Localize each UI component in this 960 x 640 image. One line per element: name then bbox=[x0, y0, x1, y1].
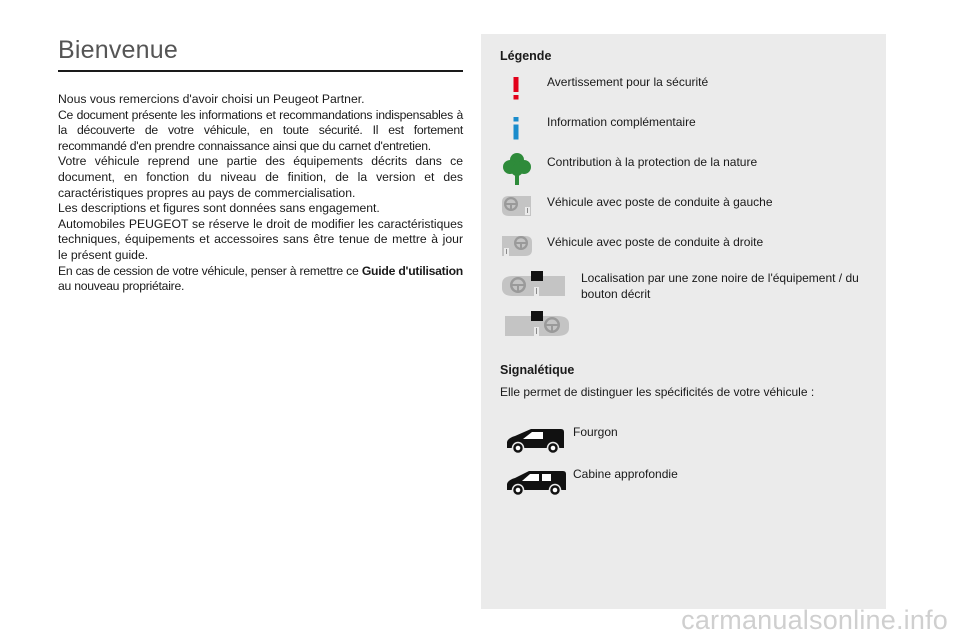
dashboard-location-icon bbox=[501, 310, 571, 340]
tree-icon bbox=[503, 152, 531, 186]
legend-item-label: Information complémentaire bbox=[547, 115, 696, 129]
intro-paragraph: Votre véhicule reprend une partie des équipements décrits dans ce document, en fonction du niveau de finition, de la version et des caractéristiques propres au pays de commercialisation. bbox=[58, 154, 463, 200]
legend-item-nature bbox=[481, 152, 886, 188]
page-title: Bienvenue bbox=[58, 36, 178, 64]
legend-item-left-hand-drive bbox=[481, 194, 886, 230]
right-hand-drive-icon bbox=[501, 234, 533, 260]
handover-text: En cas de cession de votre véhicule, penser à remettre ce bbox=[58, 263, 362, 278]
vehicle-item-label: Cabine approfondie bbox=[573, 467, 678, 481]
vehicle-item-label: Fourgon bbox=[573, 425, 618, 439]
van-icon bbox=[505, 426, 567, 456]
signaletique-title: Signalétique bbox=[500, 363, 575, 377]
legend-item-label: Avertissement pour la sécurité bbox=[547, 75, 709, 89]
intro-paragraph: Nous vous remercions d'avoir choisi un Peugeot Partner. bbox=[58, 92, 365, 106]
legend-item-label: Contribution à la protection de la nature bbox=[547, 155, 758, 169]
crew-cab-van-icon bbox=[505, 468, 567, 498]
legend-item-info bbox=[481, 114, 886, 150]
guide-name: Guide d'utilisation bbox=[361, 263, 463, 278]
intro-paragraph: Ce document présente les informations et recommandations indispensables à la découverte de votre véhicule, en toute sécurité. Il est fortement recommandé d'en prendre connaissance ainsi que du carnet d'entretien. bbox=[58, 107, 463, 153]
handover-text-end: au nouveau propriétaire. bbox=[58, 279, 185, 294]
intro-text bbox=[58, 92, 463, 295]
info-icon bbox=[511, 116, 521, 140]
legend-item-label: Localisation par une zone noire de l'équipement / du bouton décrit bbox=[581, 271, 859, 301]
legend-item-warning bbox=[481, 74, 886, 110]
vehicle-item-van bbox=[481, 424, 886, 460]
intro-paragraph: Les descriptions et figures sont données sans engagement. bbox=[58, 201, 380, 216]
dashboard-location-icon bbox=[501, 270, 571, 300]
exclamation-icon bbox=[511, 76, 521, 100]
signaletique-description: Elle permet de distinguer les spécificités de votre véhicule : bbox=[500, 385, 815, 399]
title-divider bbox=[58, 70, 463, 72]
intro-paragraph: Automobiles PEUGEOT se réserve le droit de modifier les caractéristiques techniques, équipements et accessoires sans être tenue de mettre à jour le présent guide. bbox=[58, 216, 463, 262]
intro-paragraph-handover bbox=[58, 264, 463, 295]
legend-title: Légende bbox=[500, 49, 552, 63]
left-hand-drive-icon bbox=[501, 194, 533, 220]
vehicle-item-crew-cab bbox=[481, 466, 886, 502]
watermark: carmanualsonline.info bbox=[681, 605, 948, 635]
legend-item-label: Véhicule avec poste de conduite à gauche bbox=[547, 195, 773, 209]
legend-panel bbox=[481, 34, 886, 609]
legend-item-location bbox=[481, 270, 886, 340]
legend-item-label: Véhicule avec poste de conduite à droite bbox=[547, 235, 764, 249]
legend-item-right-hand-drive bbox=[481, 234, 886, 270]
